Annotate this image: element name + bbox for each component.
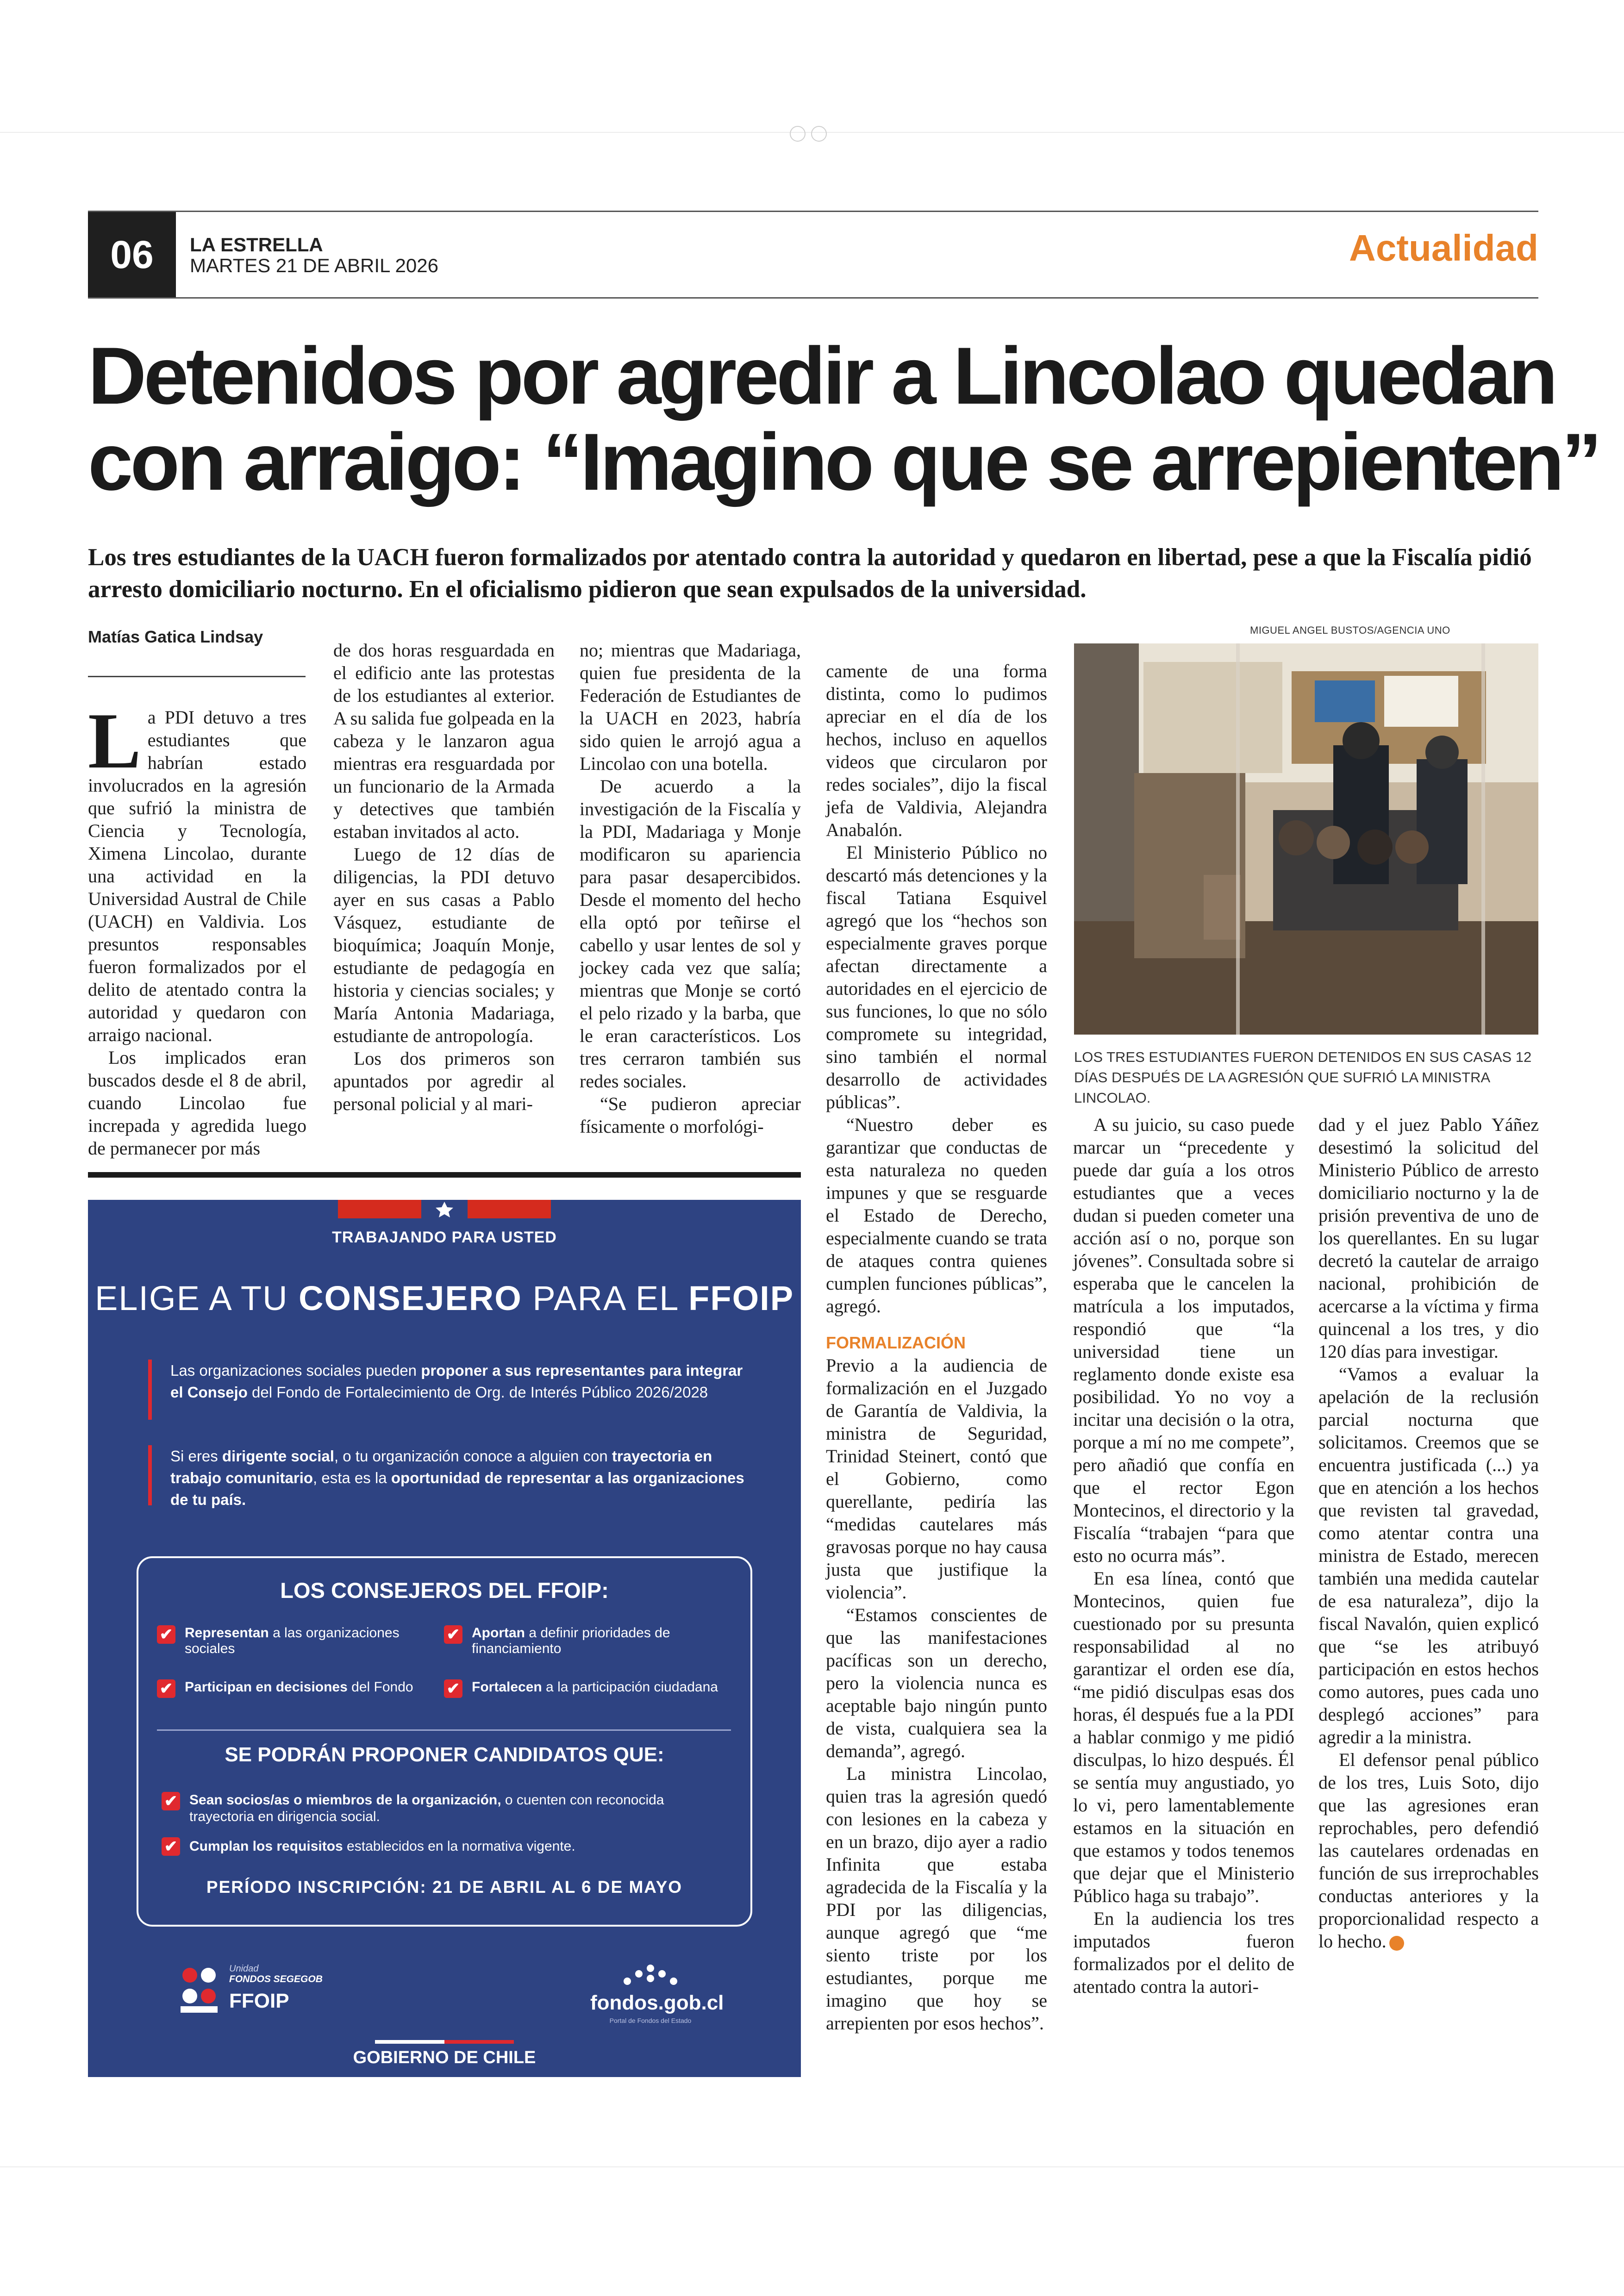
ad-role-text: a las organizaciones sociales xyxy=(185,1625,400,1656)
ad-role-item xyxy=(446,1625,731,1657)
ad-title-part: PARA EL xyxy=(522,1279,689,1317)
government-flag-stripe xyxy=(375,2040,514,2044)
page-indicator[interactable] xyxy=(787,126,833,144)
ffoip-logo-icon xyxy=(176,1964,222,2015)
ad-text: proponer a sus representantes para integrar el Consejo xyxy=(170,1362,743,1401)
drop-cap: L xyxy=(88,697,141,785)
headline-line-1: Detenidos por agredir a Lincolao quedan xyxy=(88,331,1555,421)
ad-text: del Fondo de Fortalecimiento de Org. de Interés Público 2026/2028 xyxy=(247,1384,708,1401)
ad-requirement-bold: Sean socios/as o miembros de la organización, xyxy=(189,1792,501,1808)
paragraph: de dos horas resguardada en el edificio ante las protestas de los estudiantes al exterior. A su salida fue golpeada en la cabeza y le lanzaron agua mientras era resguardada por un funcionario de la Armada y detectives que también estaban invitados al acto. xyxy=(333,640,555,842)
byline-rule xyxy=(88,676,306,677)
ad-accent-bar xyxy=(148,1360,152,1420)
ad-text: Las organizaciones sociales pueden xyxy=(170,1362,421,1379)
paragraph: Previo a la audiencia de formalización en el Juzgado de Garantía de Valdivia, la ministra de Seguridad, Trinidad Steinert, contó que el Gobierno, como querellante, pediría las “medidas cautelares más gravosas porque no hay causa justa que justifique la violencia”. xyxy=(826,1355,1047,1603)
ad-role-bold: Representan xyxy=(185,1625,269,1641)
ad-role-bold: Aportan xyxy=(472,1625,525,1641)
paragraph: De acuerdo a la investigación de la Fiscalía y la PDI, Madariaga y Monje modificaron su apariencia para pasar desapercibidos. Desde el momento del hecho ella optó por teñirse el cabello y usar lentes de sol y jockey cada vez que salía; mientras que Monje se cortó el pelo rizado y la barba, que le eran característicos. Los tres cerraron también sus redes sociales. xyxy=(580,776,801,1092)
flag-stripe-white xyxy=(375,2040,444,2044)
article-column-1 xyxy=(88,697,306,1160)
check-icon: ✔ xyxy=(444,1679,462,1698)
ad-text: dirigente social xyxy=(222,1447,334,1465)
paragraph: Luego de 12 días de diligencias, la PDI detuvo ayer en sus casas a Pablo Vásquez, estudiante de bioquímica; Joaquín Monje, estudiante de pedagogía en historia y ciencias sociales; y María Antonia Madariaga, estudiante de antropología. xyxy=(333,844,555,1046)
paragraph: “Se pudieron apreciar físicamente o morfológi- xyxy=(580,1093,801,1137)
paragraph: no; mientras que Madariaga, quien fue presidenta de la Federación de Estudiantes de la UACH en 2023, habría sido quien le arrojó agua a Lincolao con una botella. xyxy=(580,640,801,774)
fondos-dots-icon xyxy=(620,1964,681,1991)
photo-caption: LOS TRES ESTUDIANTES FUERON DETENIDOS EN SUS CASAS 12 DÍAS DESPUÉS DE LA AGRESIÓN QUE SUFRIÓ LA MINISTRA LINCOLAO. xyxy=(1074,1049,1532,1106)
fondos-tagline: Portal de Fondos del Estado xyxy=(609,2017,692,2024)
issue-date: MARTES 21 DE ABRIL 2026 xyxy=(190,255,438,276)
paragraph: Los implicados eran buscados desde el 8 de abril, cuando Lincolao fue increpada y agredida luego de permanecer por más xyxy=(88,1047,306,1159)
check-icon: ✔ xyxy=(444,1625,462,1644)
ad-text: oportunidad de representar a las organizaciones de tu país. xyxy=(170,1469,744,1508)
paragraph: “Vamos a evaluar la apelación de la reclusión parcial nocturna que solicitamos. Creemos que se encuentra justificada (...) ya que en atención a los hechos que revisten tal gravedad, como atentar contra una ministra de Estado, merecen también una medida cautelar de esa naturaleza”, dijo la fiscal Navalón, quien explicó que “se les atribuyó participación en estos hechos como autores, pues cada uno desplegó acciones” para agredir a la ministra. xyxy=(1318,1364,1539,1747)
ad-role-text: a la participación ciudadana xyxy=(542,1679,718,1695)
ad-role-text: del Fondo xyxy=(347,1679,413,1695)
dek: Los tres estudiantes de la UACH fueron formalizados por atentado contra la autoridad y quedaron en libertad, pese a que la Fiscalía pidió arresto domiciliario nocturno. En el oficialismo pidieron que sean expulsados de la universidad. xyxy=(88,544,1532,603)
ad-separator-rule xyxy=(88,1172,801,1178)
paragraph-text: El defensor penal público de los tres, Luis Soto, dijo que las agresiones eran reprochables, pero defendió las cautelares ordenadas en función de sus irreprochables conductas anteriores y la proporcionalidad respecto a lo hecho. xyxy=(1318,1749,1539,1952)
paragraph: “Estamos conscientes de que las manifestaciones pacíficas son un derecho, pero la violencia nunca es aceptable bajo ningún punto de vista, cualquiera sea la demanda”, agregó. xyxy=(826,1604,1047,1761)
ad-role-bold: Participan en decisiones xyxy=(185,1679,348,1695)
ad-text: , esta es la xyxy=(313,1469,391,1486)
ad-title-part: ELIGE A TU xyxy=(94,1279,299,1317)
logo-unit-text: FONDOS SEGEGOB xyxy=(229,1974,323,1984)
page-number: 06 xyxy=(88,212,176,297)
check-icon: ✔ xyxy=(157,1625,175,1644)
top-margin xyxy=(0,0,1624,133)
ad-role-item xyxy=(159,1625,425,1657)
end-mark-icon xyxy=(1389,1936,1404,1951)
ad-text: Si eres xyxy=(170,1447,222,1465)
flag-stripe-red xyxy=(444,2040,514,2044)
ad-accent-bar xyxy=(148,1445,152,1505)
paragraph: “Nuestro deber es garantizar que conductas de esta naturaleza no queden impunes y que se resguarde el Estado de Derecho, especialmente cuando se trata de ataques contra quienes cumplen funciones públicas”, agregó. xyxy=(826,1114,1047,1316)
ad-role-item xyxy=(159,1679,425,1697)
ad-box-title: LOS CONSEJEROS DEL FFOIP: xyxy=(280,1578,609,1603)
fondos-url[interactable]: fondos.gob.cl xyxy=(590,1991,724,2014)
ad-paragraph-2 xyxy=(170,1445,749,1510)
ad-paragraph-1 xyxy=(170,1360,749,1403)
ad-info-box xyxy=(137,1556,752,1927)
logo-name: FFOIP xyxy=(229,1990,289,2012)
paragraph: En esa línea, contó que Montecinos, quien fue cuestionado por su presunta responsabilidad al no garantizar el orden ese día, “me pidió disculpas esas dos horas, él después fue a la PDI a hablar conmigo y me pidió disculpas, lo hizo después. Él se sentía muy angustiado, yo lo vi, pero lamentablemente estamos en la situación en que estamos y todos tenemos que dejar que el Ministerio Público haga su trabajo”. xyxy=(1073,1568,1294,1906)
ad-banner-label: TRABAJANDO PARA USTED xyxy=(332,1229,557,1246)
article-column-2 xyxy=(333,639,555,1115)
ad-box-divider xyxy=(157,1729,731,1731)
ad-title-part: FFOIP xyxy=(688,1279,794,1317)
byline: Matías Gatica Lindsay xyxy=(88,627,263,646)
paragraph xyxy=(1318,1748,1539,1953)
government-label: GOBIERNO DE CHILE xyxy=(353,2048,536,2067)
paragraph: En la audiencia los tres imputados fueron formalizados por el delito de atentado contra la autori- xyxy=(1073,1908,1294,1997)
ad-role-text: a definir prioridades de financiamiento xyxy=(472,1625,670,1656)
header-bottom-rule xyxy=(88,297,1538,299)
subhead: FORMALIZACIÓN xyxy=(826,1333,966,1352)
ad-title xyxy=(88,1279,801,1318)
logo-small-text: Unidad xyxy=(229,1964,259,1974)
ad-role-bold: Fortalecen xyxy=(472,1679,542,1695)
paragraph: A su juicio, su caso puede marcar un “precedente y puede dar guía a los otros estudiantes que a veces dudan si pueden cometer una acción así o no, porque son jóvenes”. Consultada sobre si esperaba que le cancelen la matrícula a los imputados, respondió que “la universidad tiene un reglamento donde existe esa posibilidad. Yo no voy a incitar una decisión o la otra, porque a mí no me compete”, pero añadió que confía en que el rector Egon Montecinos, el directorio y la Fiscalía “trabajen “para que esto no ocurra más”. xyxy=(1073,1114,1294,1566)
ad-requirement-item xyxy=(164,1792,699,1825)
headline-line-2: con arraigo: “Imagino que se arrepienten” xyxy=(88,417,1599,507)
newspaper-name: LA ESTRELLA xyxy=(190,234,323,256)
section-label: Actualidad xyxy=(1349,227,1538,268)
ad-requirement-text: o cuenten con reconocida trayectoria en dirigencia social. xyxy=(189,1792,664,1824)
paragraph: a PDI detuvo a tres estudiantes que habrían estado involucrados en la agresión que sufrió la ministra de Ciencia y Tecnología, Ximena Lincolao, durante una actividad en la Universidad Austral de Chile (UACH) en Valdivia. Los presuntos responsables fueron formalizados por el delito de atentado contra la autoridad y quedaron con arraigo nacional. xyxy=(88,707,306,1045)
chile-flag-bar-icon xyxy=(338,1200,551,1218)
ad-requirement-bold: Cumplan los requisitos xyxy=(189,1839,343,1854)
article-column-4 xyxy=(826,660,1047,2034)
ad-requirement-text: establecidos en la normativa vigente. xyxy=(343,1839,575,1854)
ad-title-part: CONSEJERO xyxy=(299,1279,522,1317)
headline xyxy=(88,331,1599,507)
paragraph: Los dos primeros son apuntados por agredir al personal policial y al mari- xyxy=(333,1048,555,1114)
bottom-margin xyxy=(0,2166,1624,2296)
photo-credit: MIGUEL ANGEL BUSTOS/AGENCIA UNO xyxy=(1250,624,1450,636)
paragraph: dad y el juez Pablo Yáñez desestimó la solicitud del Ministerio Público de arresto domiciliario nocturno y la de prisión preventiva de uno de los querellantes. En su lugar decretó la cautelar de arraigo nacional, prohibición de acercarse a la víctima y firma quincenal a los tres, y dio 120 días para investigar. xyxy=(1318,1114,1539,1362)
ad-text: , o tu organización conoce a alguien con xyxy=(334,1447,612,1465)
check-icon: ✔ xyxy=(162,1792,180,1810)
article-column-5 xyxy=(1073,1113,1294,1998)
article-column-6 xyxy=(1318,1113,1539,1953)
ad-proposal-title: SE PODRÁN PROPONER CANDIDATOS QUE: xyxy=(225,1743,664,1766)
paragraph: camente de una forma distinta, como lo pudimos apreciar en el día de los hechos, incluso en aquellos videos que circularon por redes sociales”, dijo la fiscal jefa de Valdivia, Alejandra Anabalón. xyxy=(826,661,1047,840)
courtroom-photo xyxy=(1074,643,1538,1035)
article-column-3 xyxy=(580,639,801,1138)
check-icon: ✔ xyxy=(162,1837,180,1856)
ffoip-advertisement[interactable] xyxy=(88,1200,801,2077)
ad-requirement-item xyxy=(164,1838,699,1855)
paragraph: El Ministerio Público no descartó más detenciones y la fiscal Tatiana Esquivel agregó que los “hechos son especialmente graves porque afectan directamente a autoridades en el ejercicio de sus funciones, lo que no sólo compromete su integridad, sino también el normal desarrollo de actividades públicas”. xyxy=(826,842,1047,1112)
check-icon: ✔ xyxy=(157,1679,175,1698)
ad-registration-period: PERÍODO INSCRIPCIÓN: 21 DE ABRIL AL 6 DE MAYO xyxy=(206,1878,683,1897)
ad-text: trayectoria en trabajo comunitario xyxy=(170,1447,712,1486)
paragraph: La ministra Lincolao, quien tras la agresión quedó con lesiones en la cabeza y en un brazo, dijo ayer a radio Infinita que estaba agradecida de la Fiscalía y la PDI por las diligencias, aunque agregó que “me siento triste por los estudiantes, porque me imagino que hoy se arrepienten por esos hechos”. xyxy=(826,1763,1047,2034)
ad-role-item xyxy=(446,1679,731,1697)
header-top-rule xyxy=(88,211,1538,212)
